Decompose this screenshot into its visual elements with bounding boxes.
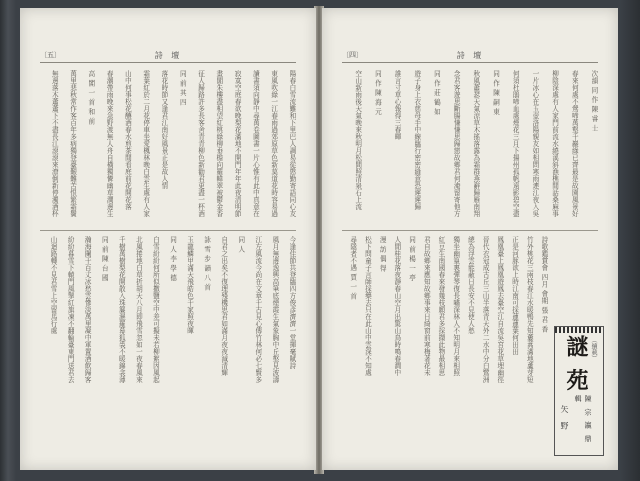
column-text: 東風吹綠一江春雨過郊原草色新莫道花時容易過 <box>269 70 278 217</box>
text-column <box>150 70 167 226</box>
riddle-column-author: 矢 野 <box>560 405 569 433</box>
text-column <box>131 70 148 226</box>
column-text: 詠 雪 步 韻 八 首 <box>202 236 211 291</box>
riddle-column-box <box>554 326 604 456</box>
text-column <box>440 70 459 226</box>
column-text: 同 人 李 學 德 <box>168 236 177 281</box>
text-column <box>58 70 75 226</box>
text-column <box>177 236 193 458</box>
text-column <box>401 70 420 226</box>
column-text: 同 作 陳 海 元 <box>373 70 382 115</box>
text-column <box>279 236 295 458</box>
column-text: 松下問童子言師採藥去只在此山中雲深不知處 <box>363 236 372 376</box>
riddle-column-title: 謎 苑 <box>563 335 589 393</box>
text-column <box>401 236 415 458</box>
text-column <box>357 236 371 458</box>
column-text: 萬里悲秋常作客百年多病獨登臺艱難苦恨繁霜鬢 <box>68 70 77 217</box>
text-column <box>77 70 94 226</box>
column-text: 陽春白雪流難和下里巴人調易從慇勤寄語同心友 <box>287 70 296 217</box>
right-page-header <box>342 48 598 63</box>
left-page <box>20 8 316 470</box>
text-column <box>108 236 124 458</box>
text-column <box>430 236 444 458</box>
column-text: 詩歌鑑賞會 四月 會期 張 君 香 <box>539 236 548 333</box>
column-text: 同 前 其 四 <box>178 70 187 106</box>
column-text: 尋隱者不遇 賈 一 首 <box>348 236 357 300</box>
column-text: 玉龍鱗甲滿天飛皓色千家照夜暉 <box>185 236 194 334</box>
column-text: 誰言寸草心報得三春暉 <box>393 70 402 140</box>
column-text: 千樹萬樹梨花開散入珠簾濕羅幕狐裘不暖錦衾薄 <box>117 236 126 383</box>
text-column <box>460 236 474 458</box>
text-column <box>480 70 499 226</box>
text-column <box>113 70 130 226</box>
column-text: 讀書須向靜中尋萬卷圖書一片心惟有此中真意在 <box>251 70 260 217</box>
text-column <box>533 236 547 458</box>
text-column <box>223 70 240 226</box>
column-text: 風月無邊逸興高筆底煙霞生氣象胸中丘壑見波濤 <box>270 236 279 383</box>
column-text: 高 閣 一 首 和 前 <box>86 70 95 125</box>
column-text: 次韻 同 作 陳 睿 士 <box>589 70 598 132</box>
column-text: 白雪紛紛何所似撒鹽空中差可擬未若柳絮因風起 <box>151 236 160 383</box>
column-text: 畫閣朱樓盡相望紅桃綠柳垂檐向羅幃翠被鬱金香 <box>214 70 223 217</box>
column-text: 無邊落木蕭蕭下不盡長江滾滾來潦倒新停濁酒杯 <box>50 70 59 217</box>
text-column <box>539 70 558 226</box>
text-column <box>186 70 203 226</box>
text-column <box>168 70 185 226</box>
column-text: 晉代衣冠成古丘三山半落青天外二水中分白鷺洲 <box>481 236 490 383</box>
column-text: 同 作 陳 嗣 東 <box>491 70 500 115</box>
text-column <box>74 236 90 458</box>
text-column <box>445 236 459 458</box>
right-page-number: 〔四〕 <box>342 51 363 59</box>
text-column <box>421 70 440 226</box>
text-column <box>381 70 400 226</box>
column-text: 山迴路轉不見君雪上空留馬行處 <box>49 236 58 334</box>
column-text: 念君客遊思斷腸慊慊思歸戀故鄉君何淹留寄他方 <box>452 70 461 217</box>
text-column <box>489 236 503 458</box>
left-page-title: 詩 壇 <box>154 50 183 60</box>
text-column <box>342 70 361 226</box>
left-page-number: 〔五〕 <box>40 51 61 59</box>
column-text: 北風捲地白草折胡天八月即飛雪忽如一夜春風來 <box>134 236 143 383</box>
text-column <box>91 236 107 458</box>
text-column <box>416 236 430 458</box>
column-text: 紅豆生南國春來發幾枝願君多採擷此物最相思 <box>436 236 445 376</box>
column-text: 霜葉紅於二月花停車坐愛楓林晚白雲生處有人家 <box>141 70 150 217</box>
column-text: 空山新雨後天氣晚來秋明月松間照清泉石上流 <box>353 70 362 210</box>
text-column <box>259 70 276 226</box>
column-text: 山中何事松花釀酒春水煎茶閒看庭前花開花落 <box>123 70 132 210</box>
text-column <box>578 70 597 226</box>
text-column <box>194 236 210 458</box>
text-column <box>460 70 479 226</box>
left-page-header <box>40 48 296 63</box>
column-text: 征人歸路許多長客舍青青柳色新勸君更盡一杯酒 <box>196 70 205 217</box>
text-column <box>386 236 400 458</box>
column-text: 春潮帶雨晚來急野渡無人舟自橫獨憐幽草澗邊生 <box>105 70 114 217</box>
right-page-title: 詩 壇 <box>456 50 485 60</box>
column-text: 同 前 陳 台 國 <box>100 236 109 281</box>
text-column <box>519 70 538 226</box>
column-text: 漫 訪 偶 得 <box>378 236 387 272</box>
text-column <box>371 236 385 458</box>
column-text: 一片冰心在玉壺洛陽親友如相問寒雨連江夜入吳 <box>530 70 539 217</box>
text-column <box>241 70 258 226</box>
right-section-divider <box>342 230 598 231</box>
text-column <box>262 236 278 458</box>
text-column <box>504 236 518 458</box>
column-text: 君自故鄉來應知故鄉事來日綺窗前寒梅著花未 <box>422 236 431 376</box>
text-column <box>474 236 488 458</box>
column-text: 正是河豚欲上時江南可採蓮蓮葉何田田 <box>510 236 519 355</box>
text-column <box>205 70 222 226</box>
column-text: 鳳凰臺上鳳凰遊鳳去臺空江自流吳宮花草埋幽徑 <box>495 236 504 383</box>
text-column <box>278 70 295 226</box>
column-text: 總為浮雲能蔽日長安不見使人愁 <box>466 236 475 334</box>
text-column <box>342 236 356 458</box>
text-column <box>40 236 56 458</box>
column-text: 秋風蕭瑟天氣涼草木搖落露為霜群燕辭歸雁南翔 <box>471 70 480 217</box>
column-text: 紛紛暮雪下轅門風掣紅旗凍不翻輪臺東門送君去 <box>66 236 75 383</box>
column-text: 自君之出矣不復理殘機思君如滿月夜夜減清輝 <box>219 236 228 376</box>
riddle-column-subtitle: （續載） <box>590 337 597 361</box>
right-page <box>322 8 618 470</box>
text-column <box>245 236 261 458</box>
text-column <box>57 236 73 458</box>
text-column <box>125 236 141 458</box>
column-text: 同 前 楊 一 亭 <box>407 236 416 281</box>
column-text: 春來何處不鶯啼萬壑千巖綠已齊最是故園風景好 <box>570 70 579 217</box>
column-text: 同 作 莊 鶴 如 <box>432 70 441 115</box>
text-column <box>95 70 112 226</box>
text-column <box>500 70 519 226</box>
text-column <box>362 70 381 226</box>
column-text: 寂寞空庭春欲晚梨花滿地不開門年年此夜清明節 <box>233 70 242 217</box>
column-text: 遊子身上衣慈母手中線臨行密密縫意恐遲遲歸 <box>412 70 421 210</box>
column-text: 同 人 <box>236 236 245 253</box>
text-column <box>559 70 578 226</box>
column-text: 何須杜鵑啼血處煙花三月下揚州孤帆遠影碧空盡 <box>511 70 520 217</box>
column-text: 柳陰深處有人家門前流水繞溪斜漁樵閒話桑麻事 <box>550 70 559 217</box>
riddle-column-names: 陳 宗 瀛 鼎 輯 <box>574 395 592 444</box>
column-text: 人閒桂花落夜靜春山空月出驚山鳥時鳴春澗中 <box>392 236 401 376</box>
column-text: 江左風流今尚在文章千古見心傳竹林何必七賢多 <box>253 236 262 383</box>
riddle-box-pattern <box>555 327 603 333</box>
left-section-divider <box>40 230 296 231</box>
text-column <box>142 236 158 458</box>
text-column <box>159 236 175 458</box>
column-text: 竹外桃花三兩枝春江水暖鴨先知蔞蒿滿地蘆芽短 <box>525 236 534 383</box>
column-text: 落花時節又逢君江南好風景正是故人情 <box>159 70 168 189</box>
text-column <box>519 236 533 458</box>
text-column <box>40 70 57 226</box>
column-text: 獨坐幽篁裏彈琴復長嘯深林人不知明月來相照 <box>451 236 460 376</box>
text-column <box>228 236 244 458</box>
column-text: 今逢佳節共登臨四方俊彥濟濟一堂揮毫賦詩 <box>287 236 296 369</box>
column-text: 瀚海闌干百丈冰愁雲慘淡萬里凝中軍置酒飲歸客 <box>83 236 92 383</box>
text-column <box>211 236 227 458</box>
